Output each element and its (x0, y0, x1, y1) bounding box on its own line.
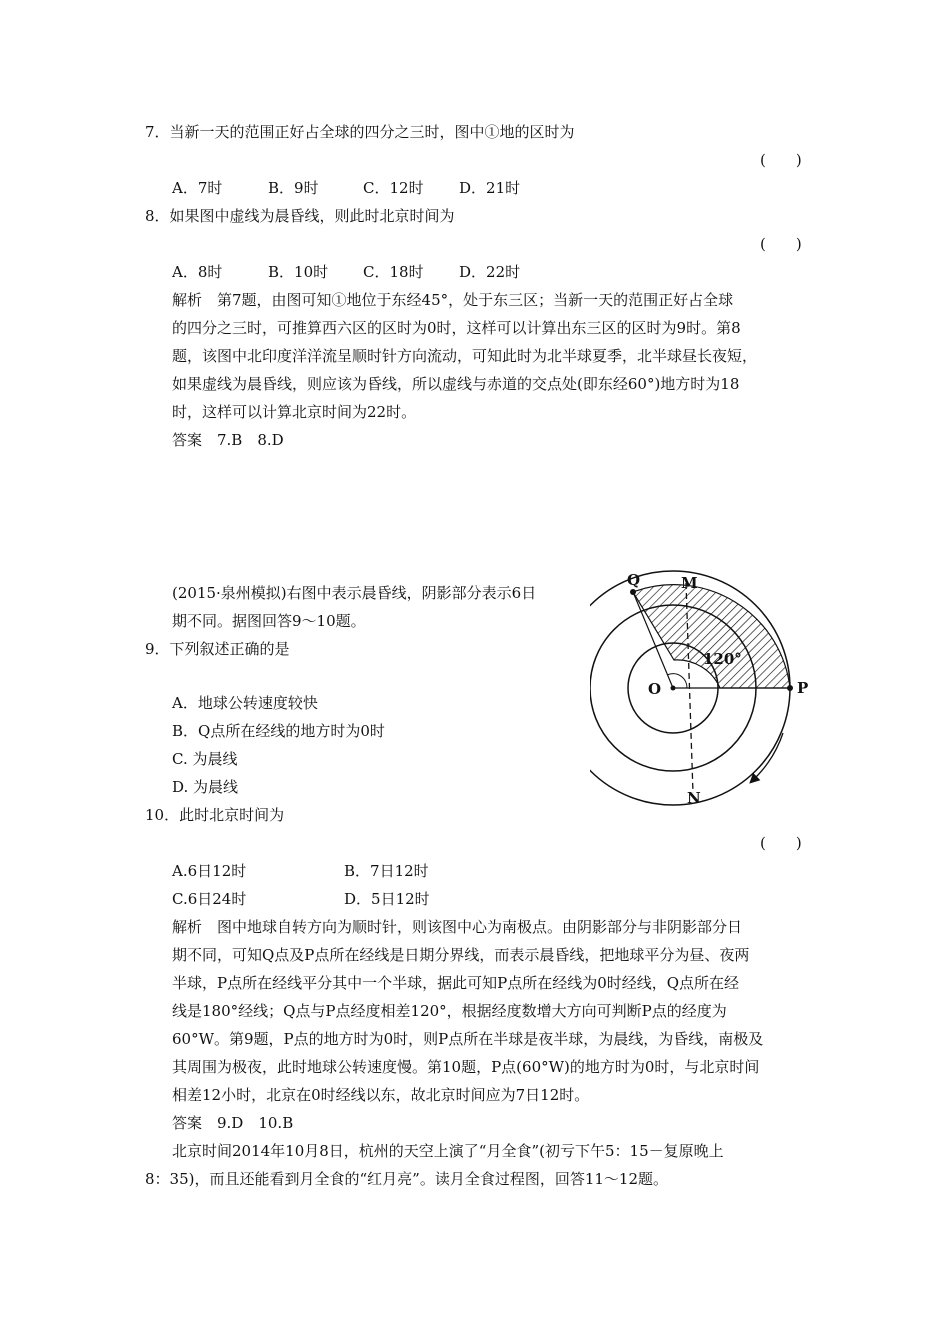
intro-line: (2015·泉州模拟)右图中表示晨昏线，阴影部分表示6日 (172, 584, 537, 602)
option-b: B．10时 (268, 263, 329, 281)
option-c: C.6日24时 (172, 890, 247, 908)
analysis-line: 期不同，可知Q点及P点所在经线是日期分界线，而表示晨昏线，把地球平分为昼、夜两 (172, 946, 750, 964)
intro-line: 期不同。据图回答9～10题。 (172, 612, 366, 630)
answer-paren: ( ) (760, 151, 802, 169)
option-b: B．Q点所在经线的地方时为0时 (172, 722, 385, 740)
option-a: A．地球公转速度较快 (172, 694, 318, 712)
answer-key: 答案 9.D 10.B (172, 1114, 294, 1132)
analysis-line: 如果虚线为晨昏线，则应该为昏线，所以虚线与赤道的交点处(即东经60°)地方时为18 (172, 375, 740, 393)
answer-key: 答案 7.B 8.D (172, 431, 284, 449)
option-a: A．7时 (172, 179, 223, 197)
intro-line: 8：35)，而且还能看到月全食的“红月亮”。读月全食过程图，回答11～12题。 (145, 1170, 668, 1188)
analysis-line: 解析 第7题，由图可知①地位于东经45°，处于东三区；当新一天的范围正好占全球 (172, 291, 734, 309)
option-c: C．12时 (363, 179, 424, 197)
answer-paren: ( ) (760, 235, 802, 253)
center-point (671, 686, 676, 691)
option-d: D. 为晨线 (172, 778, 239, 796)
intro-line: 北京时间2014年10月8日，杭州的天空上演了“月全食”(初亏下午5：15－复原晚上 (172, 1142, 724, 1160)
option-d: D．5日12时 (344, 890, 430, 908)
question-7-stem: 7．当新一天的范围正好占全球的四分之三时，图中①地的区时为 (145, 123, 575, 141)
question-10-stem: 10．此时北京时间为 (145, 806, 285, 824)
shaded-sector (633, 585, 790, 688)
option-d: D．22时 (459, 263, 521, 281)
polar-diagram-svg (590, 565, 830, 810)
analysis-line: 时，这样可以计算北京时间为22时。 (172, 403, 417, 421)
label-angle: 120° (703, 650, 742, 668)
option-c: C．18时 (363, 263, 424, 281)
label-q: Q (627, 571, 641, 589)
analysis-line: 60°W。第9题，P点的地方时为0时，则P点所在半球是夜半球，为晨线，为昏线，南极及 (172, 1030, 764, 1048)
analysis-line: 相差12小时，北京在0时经线以东，故北京时间应为7日12时。 (172, 1086, 590, 1104)
option-d: D．21时 (459, 179, 521, 197)
label-o: O (648, 680, 662, 698)
polar-diagram (590, 565, 830, 810)
option-b: B．9时 (268, 179, 319, 197)
analysis-line: 题，该图中北印度洋洋流呈顺时针方向流动，可知此时为北半球夏季，北半球昼长夜短， (172, 347, 758, 365)
option-c: C. 为晨线 (172, 750, 238, 768)
option-b: B．7日12时 (344, 862, 429, 880)
analysis-line: 的四分之三时，可推算西六区的区时为0时，这样可以计算出东三区的区时为9时。第8 (172, 319, 741, 337)
analysis-line: 半球，P点所在经线平分其中一个半球，据此可知P点所在经线为0时经线，Q点所在经 (172, 974, 740, 992)
question-9-stem: 9．下列叙述正确的是 (145, 640, 290, 658)
question-8-stem: 8．如果图中虚线为晨昏线，则此时北京时间为 (145, 207, 455, 225)
point-q (630, 589, 636, 595)
option-a: A.6日12时 (172, 862, 247, 880)
analysis-line: 线是180°经线；Q点与P点经度相差120°，根据经度数增大方向可判断P点的经度为 (172, 1002, 727, 1020)
analysis-line: 解析 图中地球自转方向为顺时针，则该图中心为南极点。由阴影部分与非阴影部分日 (172, 918, 743, 936)
analysis-line: 其周围为极夜，此时地球公转速度慢。第10题，P点(60°W)的地方时为0时，与北京时间 (172, 1058, 760, 1076)
label-m: M (681, 574, 698, 592)
label-p: P (797, 679, 809, 697)
label-n: N (687, 789, 701, 807)
option-a: A．8时 (172, 263, 223, 281)
answer-paren: ( ) (760, 834, 802, 852)
point-p (787, 685, 793, 691)
